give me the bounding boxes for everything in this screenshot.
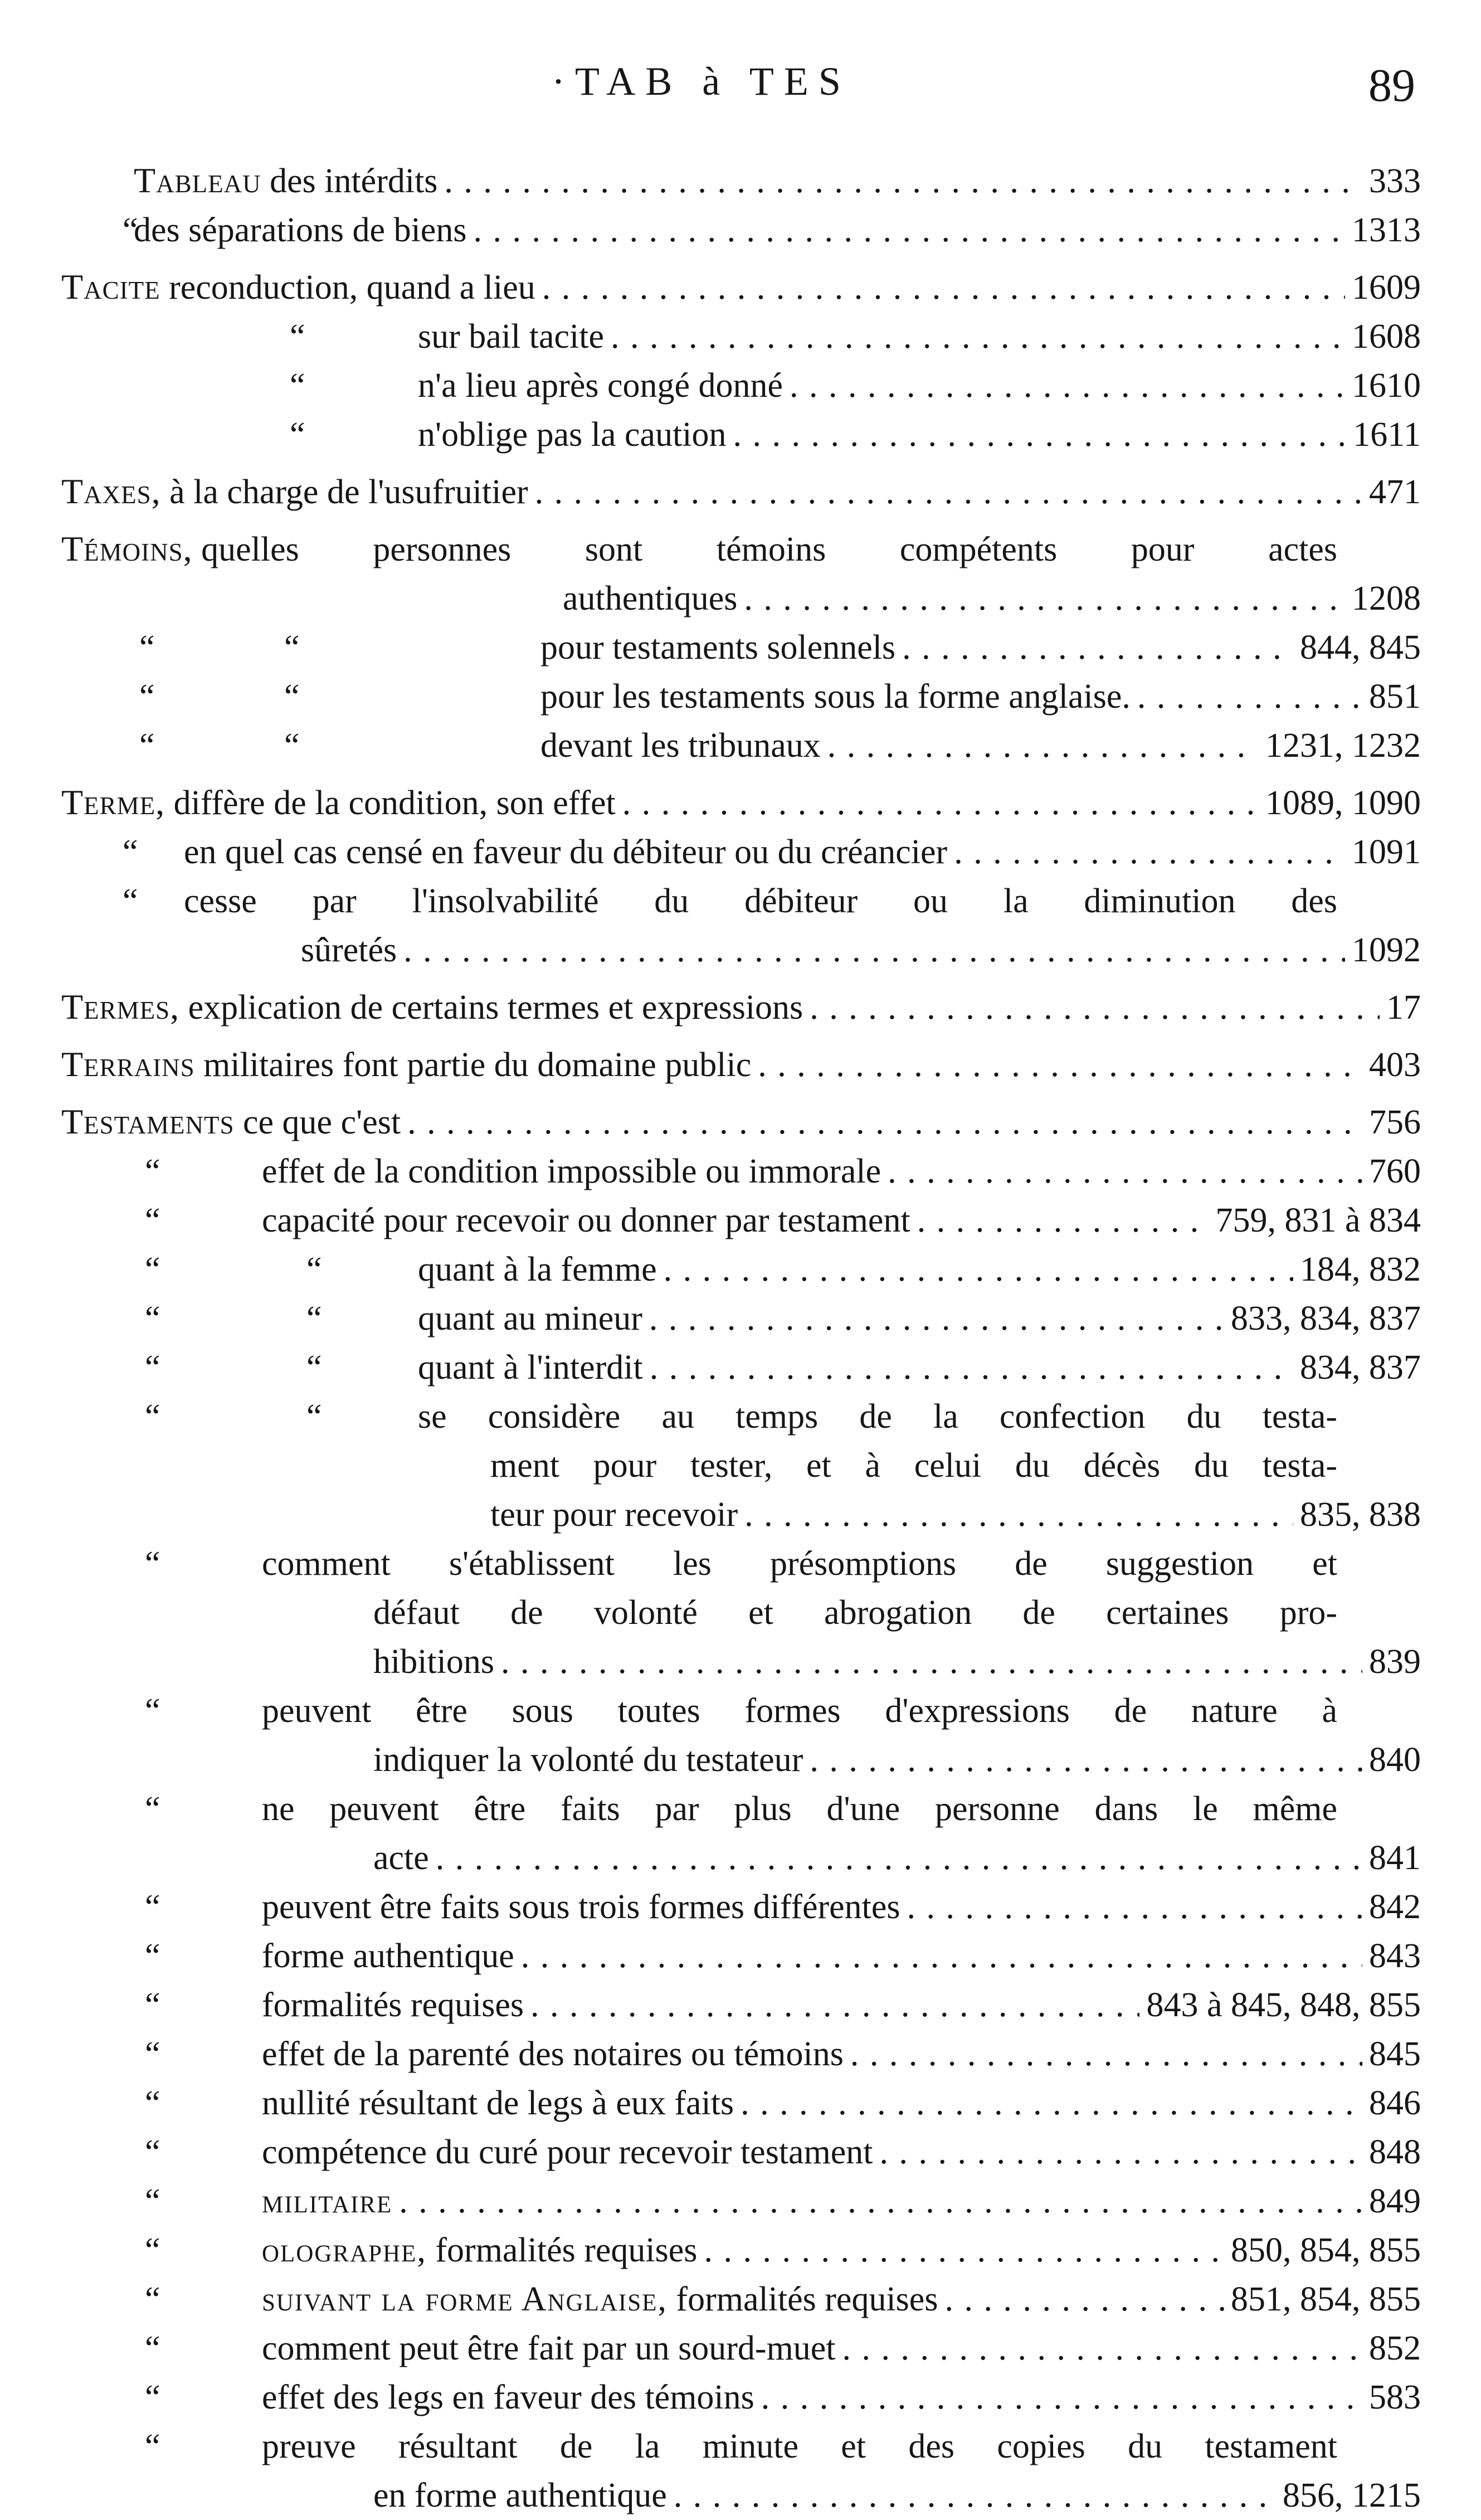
entry-text: compétence du curé pour recevoir testament — [262, 2133, 873, 2171]
article-numbers: 1208 — [1352, 580, 1421, 617]
ditto-mark: “ — [145, 1251, 160, 1288]
ditto-mark: “ — [145, 1152, 160, 1190]
entry-continuation — [61, 1490, 1421, 1539]
entry-text: diffère de la condition, son effet — [173, 784, 616, 822]
article-numbers: 845 — [1369, 2035, 1421, 2073]
article-numbers: 840 — [1369, 1741, 1421, 1779]
entry-heading: Tableau — [134, 160, 261, 200]
article-numbers: 848 — [1369, 2133, 1421, 2171]
article-numbers: 843 — [1369, 1937, 1421, 1975]
running-head — [0, 53, 1481, 114]
dot-leader — [744, 1490, 1293, 1539]
dot-leader — [888, 1147, 1362, 1196]
ditto-mark: “ — [139, 629, 155, 667]
entry-text: sûretés — [301, 931, 397, 969]
article-numbers: 844, 845 — [1300, 629, 1421, 667]
index-entry — [61, 1294, 1421, 1343]
article-numbers: 833, 834, 837 — [1231, 1300, 1421, 1337]
dot-leader — [521, 1932, 1362, 1981]
entry-line — [61, 1882, 1421, 1932]
entry-gap — [61, 517, 1421, 524]
entry-heading: Terme, — [61, 782, 165, 822]
entry-text: quant au mineur — [418, 1300, 642, 1337]
entry-text: en quel cas censé en faveur du débiteur ou du créancier — [184, 833, 948, 871]
entry-gap — [61, 1089, 1421, 1097]
entry-text: militaires font partie du domaine public — [203, 1046, 752, 1084]
dot-leader — [810, 983, 1380, 1032]
dot-leader — [761, 2373, 1362, 2422]
index-entry — [61, 467, 1421, 517]
dot-leader — [880, 2128, 1362, 2177]
article-numbers: 851 — [1369, 678, 1421, 716]
entry-heading: Termes, — [61, 987, 180, 1027]
article-numbers: 839 — [1369, 1643, 1421, 1681]
article-numbers: 1231, 1232 — [1265, 727, 1421, 765]
entry-text: hibitions — [373, 1643, 495, 1681]
entry-line — [61, 467, 1421, 517]
dot-leader — [1137, 672, 1362, 721]
ditto-mark: “ — [145, 1790, 160, 1828]
index-entry — [61, 1932, 1421, 1981]
index-entry — [61, 2177, 1421, 2226]
index-entry — [61, 1196, 1421, 1245]
entry-line — [61, 1147, 1421, 1196]
page-number: 89 — [1368, 60, 1415, 111]
article-numbers: 846 — [1369, 2084, 1421, 2122]
entry-line — [61, 1539, 1421, 1588]
index-entry — [61, 778, 1421, 828]
ditto-mark: “ — [290, 367, 305, 405]
entry-line — [61, 410, 1421, 459]
entry-text: ne peuvent être faits par plus d'une personne dans le même — [262, 1790, 1337, 1828]
index-entry — [61, 1784, 1421, 1882]
entry-line — [61, 524, 1421, 574]
entry-gap — [61, 255, 1421, 262]
index-entry — [61, 1147, 1421, 1196]
entry-text: n'oblige pas la caution — [418, 416, 727, 454]
entry-text: n'a lieu après congé donné — [418, 367, 783, 405]
article-numbers: 843 à 845, 848, 855 — [1146, 1986, 1421, 2024]
entry-heading: Tacite — [61, 267, 160, 307]
entry-text: effet de la parenté des notaires ou témoins — [262, 2035, 844, 2073]
entry-text: teur pour recevoir — [490, 1496, 738, 1534]
ditto-mark: “ — [145, 2084, 160, 2122]
dot-leader — [842, 2324, 1362, 2373]
index-entry — [61, 2275, 1421, 2324]
ditto-mark: “ — [145, 1300, 160, 1337]
article-numbers: 850, 854, 855 — [1231, 2231, 1421, 2269]
index-entry — [61, 1245, 1421, 1294]
index-entry — [61, 982, 1421, 1032]
entry-text: formalités requises — [435, 2231, 698, 2269]
dot-leader — [790, 361, 1345, 410]
dot-leader — [473, 206, 1345, 255]
entry-gap — [61, 1032, 1421, 1040]
ditto-mark: “ — [145, 2035, 160, 2073]
index-entry — [61, 2422, 1421, 2520]
index-entry — [61, 1981, 1421, 2030]
ditto-mark: “ — [284, 727, 300, 765]
entry-line — [61, 156, 1421, 206]
index-entry — [61, 1686, 1421, 1784]
entry-continuation — [61, 1441, 1421, 1490]
article-numbers: 1609 — [1352, 269, 1421, 307]
dot-leader — [535, 468, 1362, 517]
article-numbers: 333 — [1369, 162, 1421, 200]
article-numbers: 583 — [1369, 2378, 1421, 2416]
entry-text: formalités requises — [262, 1986, 524, 2024]
entry-text: des séparations de biens — [134, 211, 467, 249]
article-numbers: 852 — [1369, 2329, 1421, 2367]
entry-line — [61, 206, 1421, 255]
article-numbers: 856, 1215 — [1283, 2477, 1421, 2514]
entry-line — [61, 1245, 1421, 1294]
article-numbers: 1089, 1090 — [1265, 784, 1421, 822]
dot-leader — [758, 1040, 1362, 1089]
dot-leader — [650, 1343, 1293, 1392]
dot-leader — [501, 1637, 1362, 1686]
entry-line — [61, 2226, 1421, 2275]
dot-leader — [744, 574, 1345, 623]
entry-heading: Testaments — [61, 1102, 235, 1141]
ditto-mark: “ — [145, 2231, 160, 2269]
dot-leader — [542, 263, 1345, 312]
index-entry — [61, 262, 1421, 312]
entry-text: nullité résultant de legs à eux faits — [262, 2084, 734, 2122]
dot-leader — [827, 721, 1259, 770]
entry-text: forme authentique — [262, 1937, 514, 1975]
entry-continuation — [61, 1588, 1421, 1637]
dot-leader — [907, 1882, 1362, 1932]
entry-text: pour les testaments sous la forme anglaise. — [540, 678, 1131, 716]
article-numbers: 403 — [1369, 1046, 1421, 1084]
entry-line — [61, 982, 1421, 1032]
entry-text: comment peut être fait par un sourd-muet — [262, 2329, 836, 2367]
entry-text: en forme authentique — [373, 2477, 667, 2514]
index-entry — [61, 2324, 1421, 2373]
entry-subheading: militaire — [262, 2182, 393, 2220]
entry-text: comment s'établissent les présomptions de suggestion et — [262, 1545, 1337, 1583]
index-entry — [61, 1343, 1421, 1392]
article-numbers: 849 — [1369, 2182, 1421, 2220]
entry-line — [61, 2030, 1421, 2079]
entry-text: peuvent être faits sous trois formes différentes — [262, 1888, 900, 1926]
index-entry — [61, 1882, 1421, 1932]
ditto-mark: “ — [145, 1545, 160, 1583]
running-head-title: ·TAB à TES — [552, 59, 851, 104]
ditto-mark: “ — [145, 1349, 160, 1387]
index-entry — [61, 312, 1421, 361]
ditto-mark: “ — [145, 2182, 160, 2220]
article-numbers: 842 — [1369, 1888, 1421, 1926]
entry-continuation — [61, 1735, 1421, 1784]
dot-leader — [917, 1196, 1209, 1245]
entry-text: devant les tribunaux — [540, 727, 821, 765]
article-numbers: 471 — [1369, 473, 1421, 511]
article-numbers: 759, 831 à 834 — [1215, 1201, 1421, 1239]
index-entry — [61, 2030, 1421, 2079]
article-numbers: 841 — [1369, 1839, 1421, 1877]
entry-line — [61, 1981, 1421, 2030]
entry-continuation — [61, 574, 1421, 623]
dot-leader — [704, 2226, 1224, 2275]
entry-line — [61, 1040, 1421, 1089]
ditto-mark: “ — [145, 2378, 160, 2416]
dot-leader — [954, 828, 1345, 877]
entry-text: indiquer la volonté du testateur — [373, 1741, 803, 1779]
ditto-mark: “ — [290, 416, 305, 454]
entry-gap — [61, 975, 1421, 982]
dot-leader — [664, 1245, 1293, 1294]
article-numbers: 851, 854, 855 — [1231, 2280, 1421, 2318]
index-entry — [61, 410, 1421, 459]
index-entry — [61, 156, 1421, 206]
entry-text: défaut de volonté et abrogation de certaines pro- — [373, 1594, 1337, 1632]
entry-line — [61, 623, 1421, 672]
dot-leader — [436, 1833, 1362, 1882]
index-entry — [61, 877, 1421, 975]
entry-line — [61, 1784, 1421, 1833]
entry-line — [61, 828, 1421, 877]
dot-leader — [611, 312, 1345, 361]
entry-text: reconduction, quand a lieu — [169, 269, 535, 307]
dot-leader — [649, 1294, 1224, 1343]
entry-text: explication de certains termes et expressions — [188, 989, 803, 1027]
entry-text: ce que c'est — [243, 1103, 401, 1141]
entry-text: cesse par l'insolvabilité du débiteur ou la diminution des — [184, 882, 1337, 920]
ditto-mark: “ — [306, 1300, 322, 1337]
ditto-mark: “ — [284, 678, 300, 716]
entry-line — [61, 1343, 1421, 1392]
entry-line — [61, 262, 1421, 312]
index-entry — [61, 361, 1421, 410]
ditto-mark: “ — [306, 1349, 322, 1387]
dot-leader — [407, 1098, 1362, 1147]
ditto-mark: “ — [290, 318, 305, 356]
entry-gap — [61, 459, 1421, 467]
index-entry — [61, 2226, 1421, 2275]
entry-line — [61, 1392, 1421, 1441]
index-entry — [61, 2079, 1421, 2128]
entry-text: pour testaments solennels — [540, 629, 896, 667]
ditto-mark: “ — [145, 1398, 160, 1436]
entry-line — [61, 2275, 1421, 2324]
dot-leader — [810, 1735, 1362, 1784]
entry-text: quant à la femme — [418, 1251, 657, 1288]
ditto-mark: “ — [145, 1201, 160, 1239]
entry-line — [61, 2373, 1421, 2422]
dot-leader — [944, 2275, 1224, 2324]
dot-leader — [444, 157, 1362, 206]
ditto-mark: “ — [139, 727, 155, 765]
entry-line — [61, 1294, 1421, 1343]
ditto-mark: “ — [284, 629, 300, 667]
dot-leader — [530, 1981, 1139, 2030]
ditto-mark: “ — [139, 678, 155, 716]
entry-continuation — [61, 1637, 1421, 1686]
entry-text: quant à l'interdit — [418, 1349, 643, 1387]
entry-line — [61, 1097, 1421, 1147]
entry-line — [61, 1932, 1421, 1981]
entry-line — [61, 721, 1421, 770]
dot-leader — [403, 926, 1345, 975]
entry-line — [61, 2079, 1421, 2128]
entry-line — [61, 1196, 1421, 1245]
index-entry — [61, 2373, 1421, 2422]
dot-leader — [622, 779, 1259, 828]
entry-heading: Témoins, — [61, 529, 193, 568]
ditto-mark: “ — [145, 1937, 160, 1975]
entry-line — [61, 2422, 1421, 2471]
ditto-mark: “ — [145, 2280, 160, 2318]
entry-text: sur bail tacite — [418, 318, 604, 356]
article-numbers: 17 — [1386, 989, 1421, 1027]
entry-heading: Taxes, — [61, 471, 161, 511]
index-entry — [61, 721, 1421, 770]
entry-text: se considère au temps de la confection du testa- — [418, 1398, 1337, 1436]
entry-text: authentiques — [563, 580, 738, 617]
index-entry — [61, 828, 1421, 877]
index-entry — [61, 1097, 1421, 1147]
article-numbers: 1092 — [1352, 931, 1421, 969]
article-numbers: 760 — [1369, 1152, 1421, 1190]
index-entries — [61, 156, 1421, 2520]
entry-continuation — [61, 926, 1421, 975]
entry-line — [61, 877, 1421, 926]
entry-line — [61, 2128, 1421, 2177]
article-numbers: 1610 — [1352, 367, 1421, 405]
entry-text: effet de la condition impossible ou immorale — [262, 1152, 881, 1190]
entry-text: des intérdits — [270, 162, 438, 200]
index-entry — [61, 1040, 1421, 1089]
dot-leader — [733, 410, 1347, 459]
index-entry — [61, 206, 1421, 255]
ditto-mark: “ — [145, 2427, 160, 2465]
article-numbers: 1608 — [1352, 318, 1421, 356]
ditto-mark: “ — [123, 211, 138, 249]
dot-leader — [850, 2030, 1362, 2079]
entry-text: preuve résultant de la minute et des copies du testament — [262, 2427, 1337, 2465]
ditto-mark: “ — [145, 1692, 160, 1730]
index-entry — [61, 1539, 1421, 1686]
ditto-mark: “ — [145, 1888, 160, 1926]
article-numbers: 1313 — [1352, 211, 1421, 249]
entry-text: ment pour tester, et à celui du décès du testa- — [490, 1447, 1337, 1485]
entry-subheading: suivant la forme Anglaise, — [262, 2280, 668, 2318]
article-numbers: 1611 — [1353, 416, 1421, 454]
entry-line — [61, 361, 1421, 410]
article-numbers: 756 — [1369, 1103, 1421, 1141]
entry-line — [61, 2324, 1421, 2373]
entry-subheading: olographe, — [262, 2231, 427, 2269]
entry-text: quelles personnes sont témoins compétents pour actes — [201, 531, 1337, 568]
entry-gap — [61, 770, 1421, 778]
ditto-mark: “ — [145, 2133, 160, 2171]
entry-line — [61, 672, 1421, 721]
article-numbers: 835, 838 — [1300, 1496, 1421, 1534]
article-numbers: 184, 832 — [1300, 1251, 1421, 1288]
index-entry — [61, 524, 1421, 623]
ditto-mark: “ — [123, 882, 138, 920]
article-numbers: 834, 837 — [1300, 1349, 1421, 1387]
index-entry — [61, 1392, 1421, 1539]
entry-continuation — [61, 1833, 1421, 1882]
entry-line — [61, 2177, 1421, 2226]
index-entry — [61, 623, 1421, 672]
entry-text: capacité pour recevoir ou donner par testament — [262, 1201, 910, 1239]
ditto-mark: “ — [123, 833, 138, 871]
entry-heading: Terrains — [61, 1044, 195, 1084]
dot-leader — [740, 2079, 1362, 2128]
dot-leader — [902, 623, 1293, 672]
ditto-mark: “ — [145, 2329, 160, 2367]
ditto-mark: “ — [306, 1398, 322, 1436]
entry-line — [61, 312, 1421, 361]
entry-text: formalités requises — [676, 2280, 938, 2318]
article-numbers: 1091 — [1352, 833, 1421, 871]
entry-line — [61, 778, 1421, 828]
entry-text: acte — [373, 1839, 429, 1877]
entry-text: à la charge de l'usufruitier — [169, 473, 528, 511]
entry-line — [61, 1686, 1421, 1735]
ditto-mark: “ — [306, 1251, 322, 1288]
index-entry — [61, 2128, 1421, 2177]
index-entry — [61, 672, 1421, 721]
dot-leader — [399, 2177, 1362, 2226]
ditto-mark: “ — [145, 1986, 160, 2024]
entry-text: peuvent être sous toutes formes d'expressions de nature à — [262, 1692, 1337, 1730]
entry-text: effet des legs en faveur des témoins — [262, 2378, 754, 2416]
